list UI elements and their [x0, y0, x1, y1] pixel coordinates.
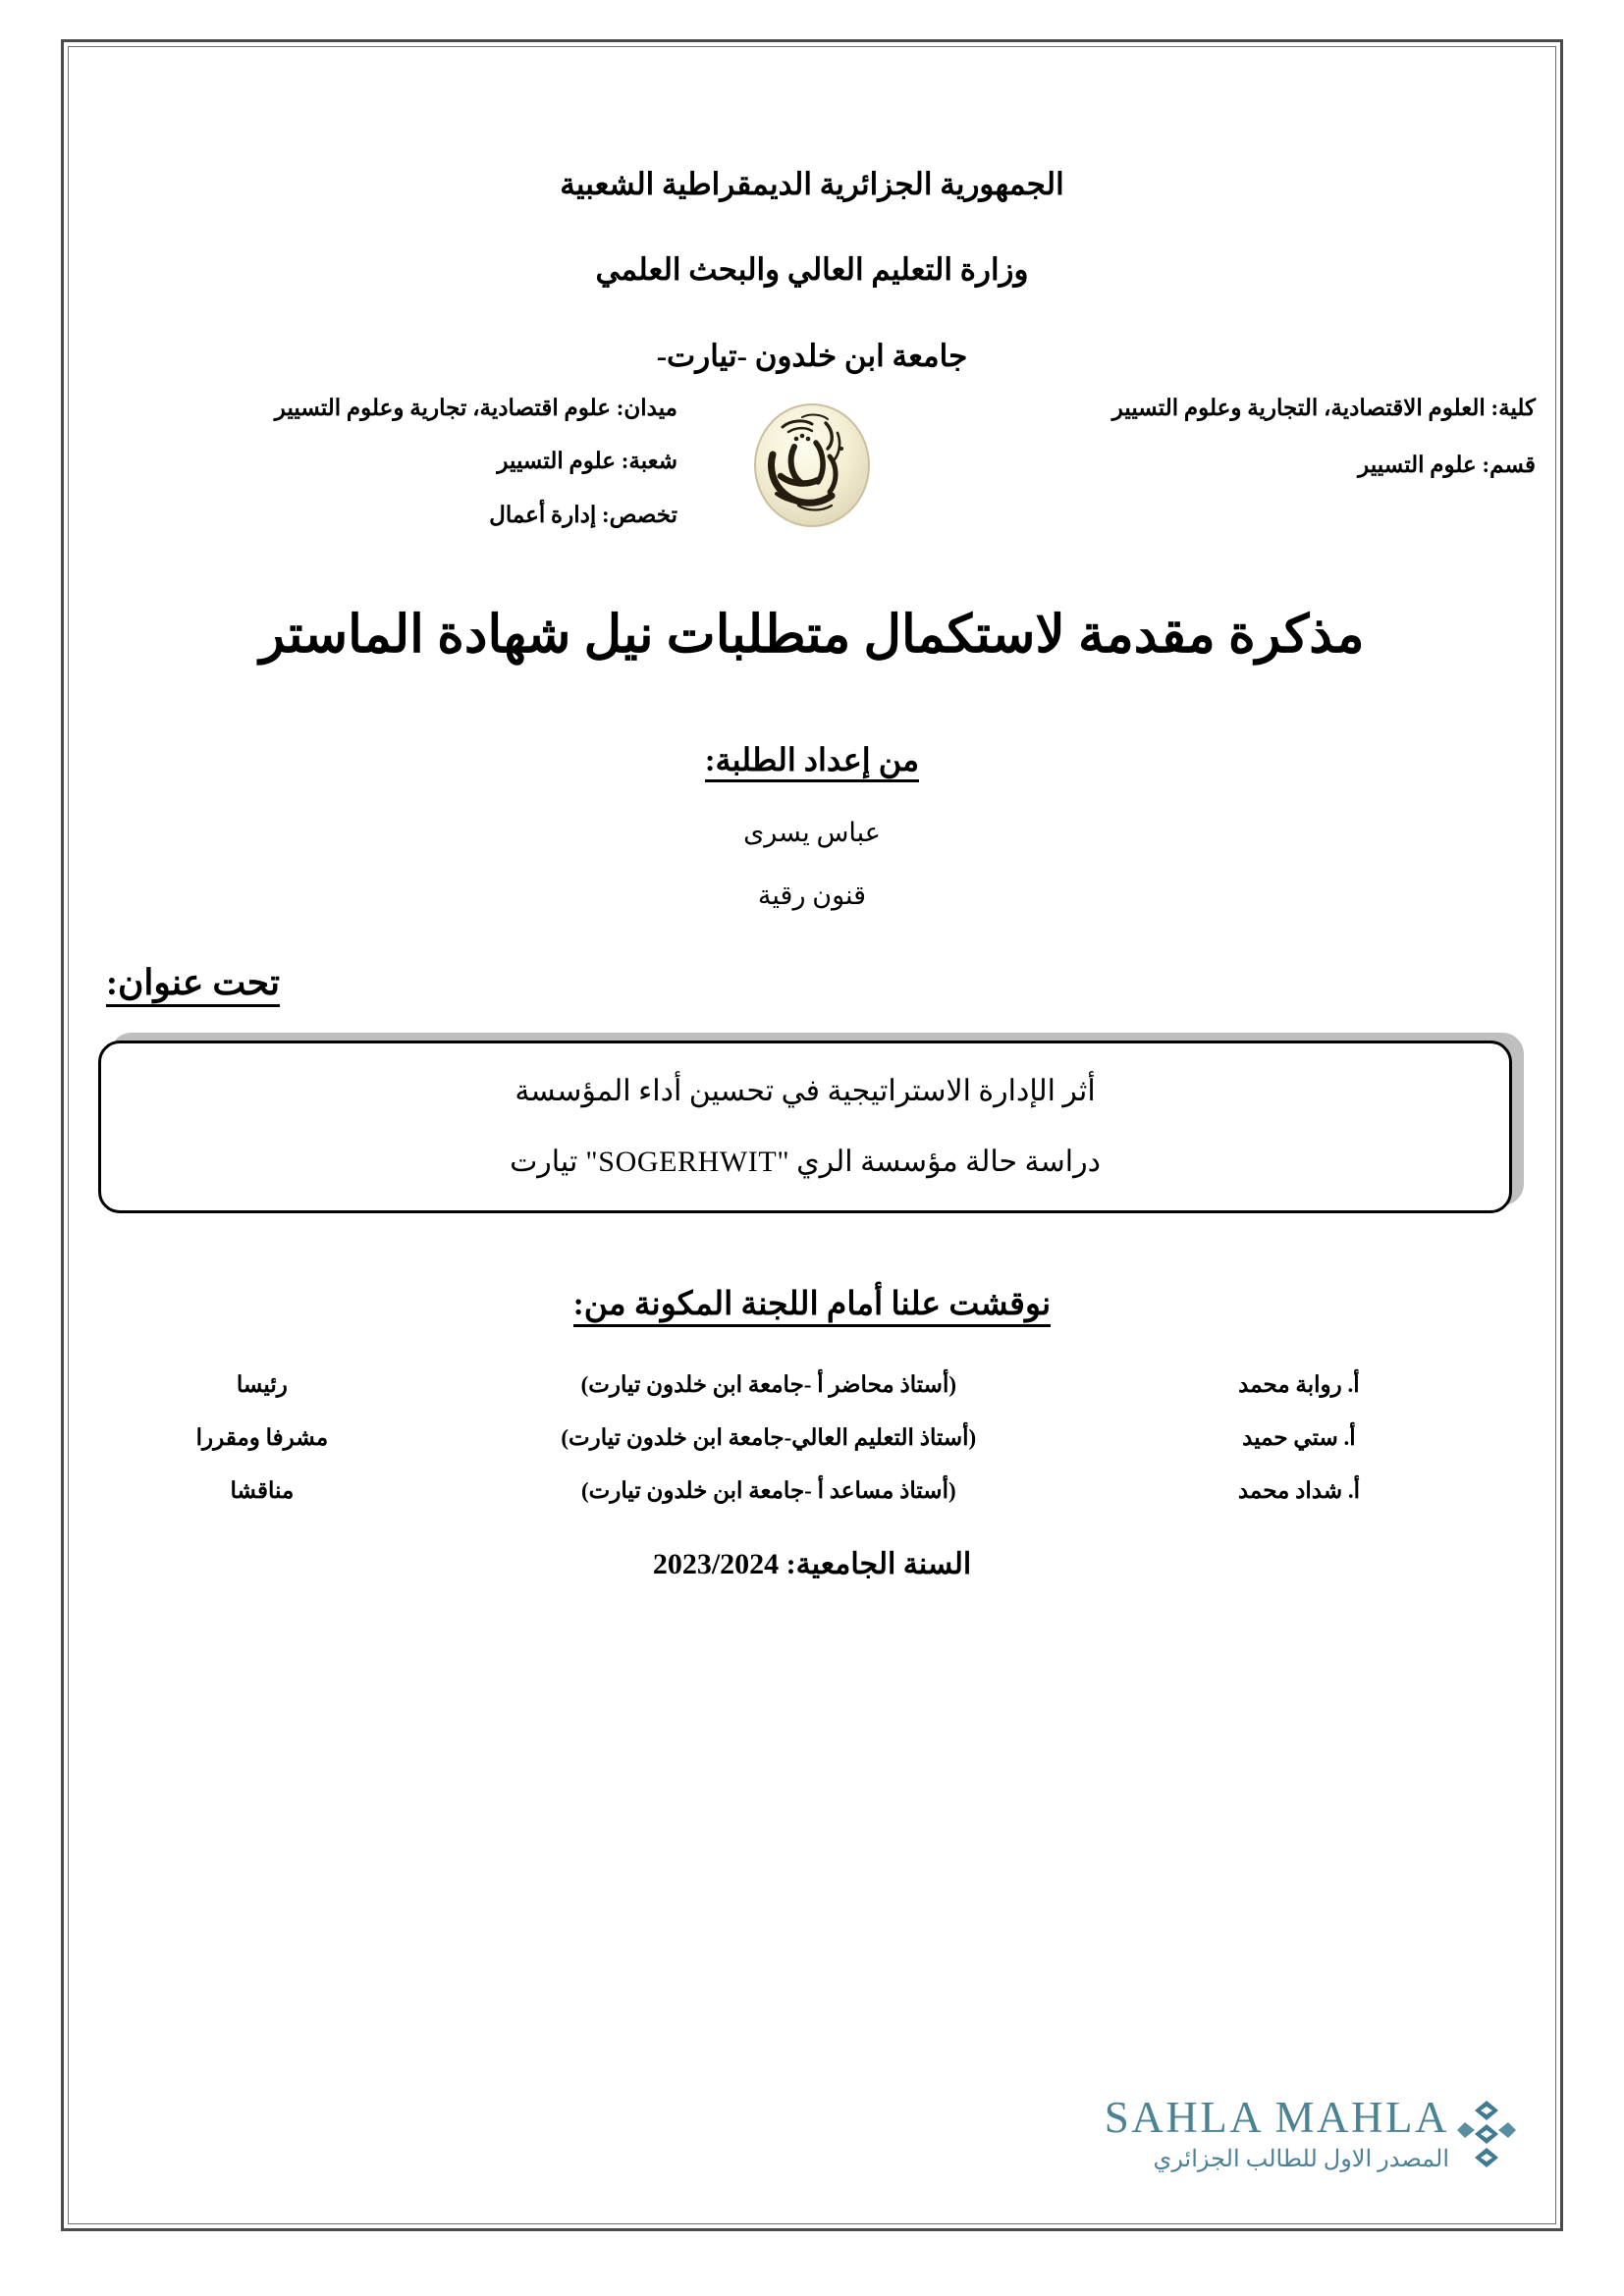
academic-year: السنة الجامعية: 2023/2024: [652, 1548, 972, 1580]
sahla-mahla-logo-icon: [1455, 2099, 1518, 2171]
jury-member-rank: (أستاذ محاضر أ -جامعة ابن خلدون تيارت): [580, 1372, 956, 1397]
republic-line: الجمهورية الجزائرية الديمقراطية الشعبية: [560, 167, 1064, 201]
faculty-label: كلية: العلوم الاقتصادية، التجارية وعلوم التسيير: [1111, 396, 1536, 420]
jury-member-name: أ. روابة محمد: [1238, 1372, 1360, 1397]
jury-heading-text: نوقشت علنا أمام اللجنة المكونة من:: [573, 1287, 1051, 1327]
ministry-line: وزارة التعليم العالي والبحث العلمي: [595, 252, 1029, 287]
thesis-title-box-wrapper: [88, 1041, 1536, 1227]
jury-member-rank: (أستاذ التعليم العالي-جامعة ابن خلدون تيارت): [561, 1425, 977, 1450]
watermark-tagline: المصدر الاول للطالب الجزائري: [1153, 2147, 1449, 2172]
jury-table: [88, 1359, 1536, 1518]
student-name-1: عباس يسرى: [743, 818, 881, 847]
table-row: [88, 1412, 1536, 1465]
specialty-label: تخصص: إدارة أعمال: [489, 502, 677, 527]
table-row: [88, 1359, 1536, 1412]
university-seal-icon: [743, 400, 881, 531]
thesis-title-line-1: أثر الإدارة الاستراتيجية في تحسين أداء المؤسسة: [514, 1075, 1096, 1107]
jury-heading: [88, 1284, 1536, 1323]
students-heading: [88, 741, 1536, 778]
watermark-brand: SAHLA MAHLA: [1104, 2093, 1449, 2142]
jury-member-name: أ. ستي حميد: [1242, 1425, 1356, 1450]
table-row: [88, 1465, 1536, 1518]
page-content: [88, 61, 1536, 2211]
jury-member-role: مشرفا ومقررا: [195, 1425, 329, 1450]
faculty-info-band: [88, 396, 1536, 558]
field-label: ميدان: علوم اقتصادية، تجارية وعلوم التسيير: [274, 396, 677, 420]
university-line: جامعة ابن خلدون -تيارت-: [656, 339, 968, 373]
student-name-2: قنون رقية: [757, 881, 867, 910]
jury-member-rank: (أستاذ مساعد أ -جامعة ابن خلدون تيارت): [580, 1478, 956, 1503]
jury-member-role: رئيسا: [236, 1372, 288, 1397]
sahla-mahla-watermark: [1104, 2093, 1518, 2173]
department-label: قسم: علوم التسيير: [1358, 453, 1536, 478]
under-title-heading: [88, 962, 1536, 1003]
thesis-title-line-2: دراسة حالة مؤسسة الري "SOGERHWIT" تيارت: [510, 1146, 1101, 1178]
jury-member-name: أ. شداد محمد: [1237, 1478, 1360, 1503]
students-heading-text: من إعداد الطلبة:: [705, 742, 919, 782]
under-title-text: تحت عنوان:: [106, 963, 280, 1007]
branch-label: شعبة: علوم التسيير: [497, 449, 677, 474]
thesis-title-box: [98, 1041, 1512, 1213]
watermark-text: [1104, 2093, 1449, 2173]
jury-member-role: مناقشا: [230, 1478, 295, 1503]
faculty-info-left: [88, 396, 677, 556]
master-statement: مذكرة مقدمة لاستكمال متطلبات نيل شهادة الماستر: [259, 607, 1365, 664]
faculty-info-right: [1005, 396, 1536, 478]
